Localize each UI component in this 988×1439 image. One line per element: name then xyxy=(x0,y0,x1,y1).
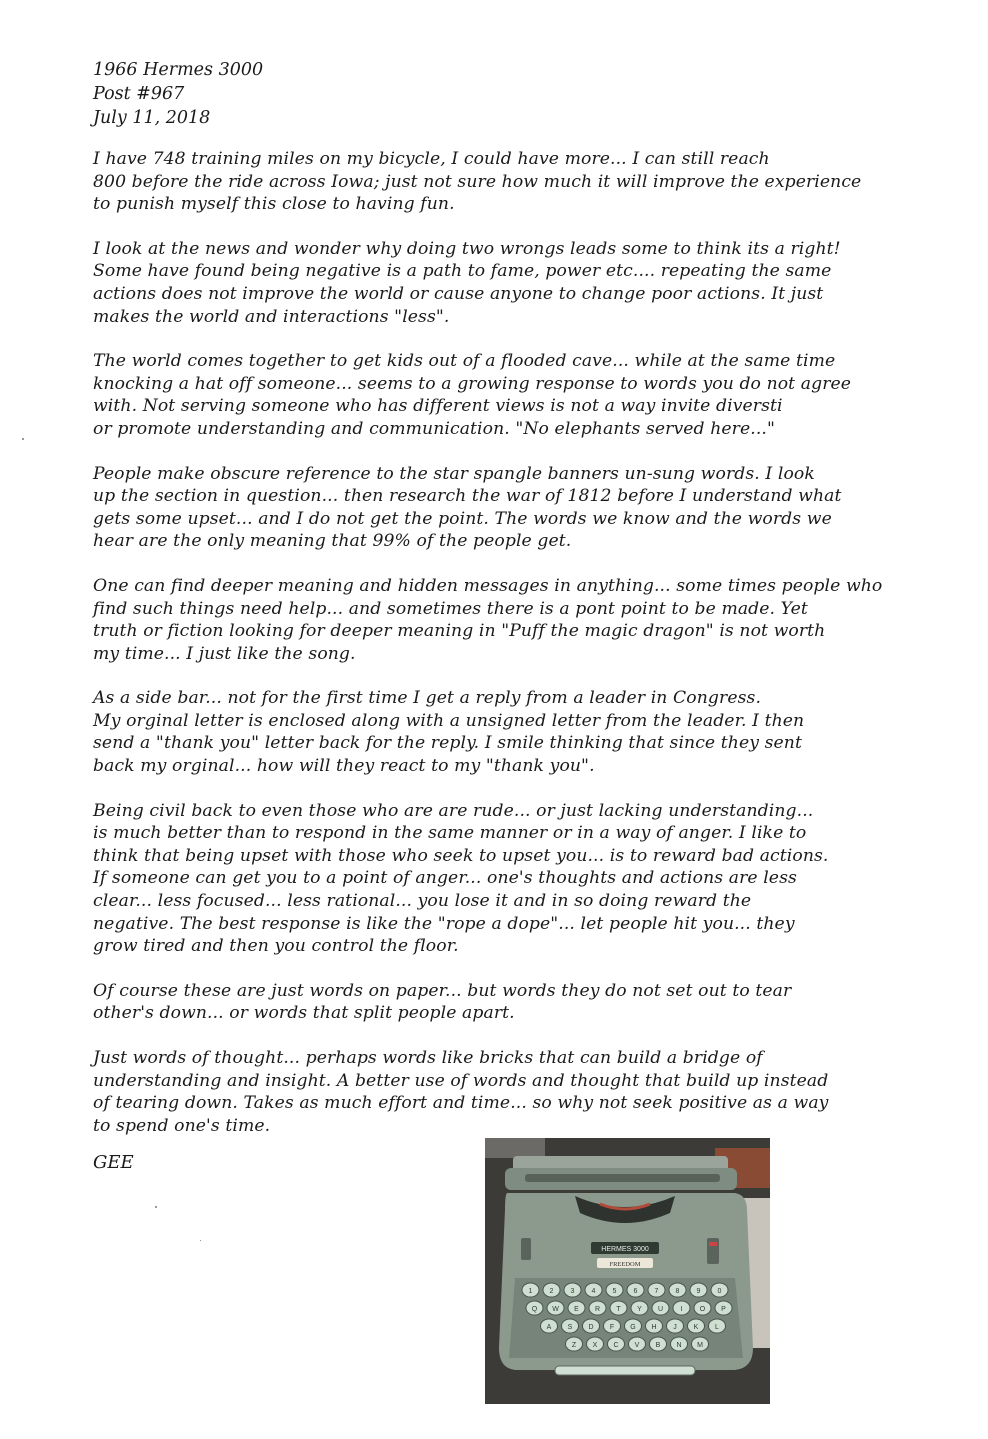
text-line: find such things need help... and sometimes there is a pont point to be made. Yet xyxy=(93,598,808,619)
color-selector xyxy=(709,1242,717,1246)
text-line: my time... I just like the song. xyxy=(93,643,356,664)
key-label: D xyxy=(588,1324,594,1331)
typewriter-key xyxy=(673,1301,690,1315)
key-label: Q xyxy=(531,1306,538,1313)
text-line: negative. The best response is like the "rope a dope"... let people hit you... they xyxy=(93,913,795,934)
typewriter-key xyxy=(652,1301,669,1315)
typewriter-key xyxy=(690,1283,707,1297)
background-object xyxy=(485,1138,545,1158)
text-line: other's down... or words that split people apart. xyxy=(93,1003,515,1024)
text-line: One can find deeper meaning and hidden messages in anything... some times people who xyxy=(93,575,883,596)
text-line: makes the world and interactions "less". xyxy=(93,306,450,327)
text-line: actions does not improve the world or cause anyone to change poor actions. It just xyxy=(93,283,824,304)
key-label: S xyxy=(567,1324,573,1331)
paragraph xyxy=(93,800,913,958)
brand-label: HERMES 3000 xyxy=(601,1246,649,1253)
key-label: 1 xyxy=(528,1288,533,1295)
key-label: C xyxy=(613,1342,619,1349)
space-bar xyxy=(555,1366,695,1375)
key-label: Y xyxy=(637,1306,642,1313)
typewriter-illustration xyxy=(485,1138,770,1404)
key-label: 4 xyxy=(591,1288,596,1295)
text-line: People make obscure reference to the star spangle banners un-sung words. I look xyxy=(93,463,815,484)
typewriter-key xyxy=(585,1283,602,1297)
key-label: O xyxy=(699,1306,706,1313)
text-line: clear... less focused... less rational... you lose it and in so doing reward the xyxy=(93,891,752,912)
key-label: 9 xyxy=(696,1288,701,1295)
text-line: up the section in question... then research the war of 1812 before I understand what xyxy=(93,486,842,507)
key-label: 6 xyxy=(633,1288,638,1295)
typewriter-key xyxy=(650,1337,667,1351)
typewriter-key xyxy=(526,1301,543,1315)
key-label: H xyxy=(651,1324,657,1331)
key-label: A xyxy=(546,1324,552,1331)
text-line: Of course these are just words on paper... but words they do not set out to tear xyxy=(93,980,792,1001)
typewriter-key xyxy=(625,1319,642,1333)
key-label: 0 xyxy=(717,1288,722,1295)
paragraph xyxy=(93,238,913,328)
key-label: M xyxy=(697,1342,703,1349)
key-label: E xyxy=(574,1306,579,1313)
typewriter-key xyxy=(522,1283,539,1297)
typewriter-key xyxy=(646,1319,663,1333)
typewriter-key xyxy=(694,1301,711,1315)
typewriter-key xyxy=(587,1337,604,1351)
key-label: K xyxy=(693,1324,699,1331)
typewriter-key xyxy=(562,1319,579,1333)
paper-speck xyxy=(200,1240,201,1241)
key-label: J xyxy=(673,1324,677,1331)
text-line: If someone can get you to a point of anger... one's thoughts and actions are less xyxy=(93,868,797,889)
typewriter-key xyxy=(568,1301,585,1315)
typewriter-key xyxy=(566,1337,583,1351)
typewriter-photo xyxy=(485,1138,770,1404)
typewriter-key xyxy=(709,1319,726,1333)
text-line: back my orginal... how will they react to my "thank you". xyxy=(93,756,595,777)
signature: GEE xyxy=(93,1152,134,1173)
text-line: 800 before the ride across Iowa; just not sure how much it will improve the experience xyxy=(93,171,862,192)
typewriter-key xyxy=(541,1319,558,1333)
typewriter-key xyxy=(608,1337,625,1351)
typewriter-key xyxy=(627,1283,644,1297)
text-line: understanding and insight. A better use of words and thought that build up instead xyxy=(93,1070,829,1091)
key-label: N xyxy=(676,1342,682,1349)
key-label: R xyxy=(594,1306,601,1313)
margin-control xyxy=(521,1238,531,1260)
text-line: Just words of thought... perhaps words like bricks that can build a bridge of xyxy=(93,1048,763,1068)
header-typewriter-model: 1966 Hermes 3000 xyxy=(93,60,264,80)
text-line: truth or fiction looking for deeper meaning in "Puff the magic dragon" is not worth xyxy=(93,621,826,642)
text-line: is much better than to respond in the same manner or in a way of anger. I like to xyxy=(93,823,807,844)
key-label: W xyxy=(552,1306,559,1313)
header-post-number: Post #967 xyxy=(93,84,185,104)
text-line: hear are the only meaning that 99% of the people get. xyxy=(93,531,572,552)
text-line: think that being upset with those who seek to upset you... is to reward bad actions. xyxy=(93,845,829,866)
key-label: 7 xyxy=(654,1288,659,1295)
typewriter-key xyxy=(711,1283,728,1297)
platen xyxy=(525,1174,720,1182)
text-line: I have 748 training miles on my bicycle, I could have more... I can still reach xyxy=(93,149,770,169)
key-label: 8 xyxy=(675,1288,680,1295)
typewriter-key xyxy=(667,1319,684,1333)
key-label: B xyxy=(655,1342,661,1349)
key-label: Z xyxy=(571,1342,577,1349)
typewriter-key xyxy=(589,1301,606,1315)
key-label: 5 xyxy=(612,1288,617,1295)
paragraph xyxy=(93,463,913,553)
text-line: I look at the news and wonder why doing two wrongs leads some to think its a right! xyxy=(93,238,841,259)
key-label: 2 xyxy=(549,1288,554,1295)
text-line: Being civil back to even those who are are rude... or just lacking understanding... xyxy=(93,800,814,821)
key-label: X xyxy=(592,1342,598,1349)
header-date: July 11, 2018 xyxy=(93,108,211,128)
text-line: gets some upset... and I do not get the point. The words we know and the words we xyxy=(93,508,832,529)
paragraph xyxy=(93,148,913,216)
text-line: send a "thank you" letter back for the reply. I smile thinking that since they sent xyxy=(93,733,802,754)
key-label: P xyxy=(721,1306,726,1313)
typewriter-key xyxy=(629,1337,646,1351)
letter-body xyxy=(93,148,913,1159)
typewriter-key xyxy=(606,1283,623,1297)
typewriter-key xyxy=(631,1301,648,1315)
typewriter-key xyxy=(583,1319,600,1333)
key-label: I xyxy=(680,1306,683,1313)
text-line: The world comes together to get kids out of a flooded cave... while at the same time xyxy=(93,351,836,372)
key-label: L xyxy=(715,1324,719,1331)
text-line: As a side bar... not for the first time I get a reply from a leader in Congress. xyxy=(93,688,762,709)
key-label: T xyxy=(616,1306,621,1313)
text-line: to spend one's time. xyxy=(93,1115,271,1136)
typewriter-key xyxy=(610,1301,627,1315)
typewriter-key xyxy=(648,1283,665,1297)
typewriter-key xyxy=(715,1301,732,1315)
text-line: of tearing down. Takes as much effort and time... so why not seek positive as a way xyxy=(93,1093,829,1114)
text-line: Some have found being negative is a path to fame, power etc.... repeating the same xyxy=(93,261,832,282)
paragraph xyxy=(93,575,913,665)
text-line: or promote understanding and communication. "No elephants served here..." xyxy=(93,418,775,439)
paragraph xyxy=(93,687,913,777)
text-line: grow tired and then you control the floor. xyxy=(93,936,459,957)
typewriter-key xyxy=(688,1319,705,1333)
paper-speck xyxy=(22,438,24,440)
typewriter-key xyxy=(543,1283,560,1297)
tab-control xyxy=(707,1238,719,1264)
text-line: with. Not serving someone who has different views is not a way invite diversti xyxy=(93,396,783,417)
post-header xyxy=(93,58,263,130)
key-label: V xyxy=(634,1342,640,1349)
text-line: My orginal letter is enclosed along with a unsigned letter from the leader. I then xyxy=(93,710,805,731)
typewriter-key xyxy=(547,1301,564,1315)
typewriter-key xyxy=(564,1283,581,1297)
model-label: FREEDOM xyxy=(609,1261,641,1268)
typewriter-key xyxy=(692,1337,709,1351)
key-label: F xyxy=(609,1324,615,1331)
key-label: 3 xyxy=(570,1288,575,1295)
typewriter-key xyxy=(604,1319,621,1333)
typewriter-key xyxy=(671,1337,688,1351)
paragraph xyxy=(93,980,913,1025)
paragraph xyxy=(93,1047,913,1137)
key-label: U xyxy=(657,1306,664,1313)
key-label: G xyxy=(630,1324,636,1331)
text-line: knocking a hat off someone... seems to a growing response to words you do not agree xyxy=(93,373,852,394)
typewriter-key xyxy=(669,1283,686,1297)
paragraph xyxy=(93,350,913,440)
paper-speck xyxy=(155,1206,157,1208)
text-line: to punish myself this close to having fun. xyxy=(93,194,455,215)
